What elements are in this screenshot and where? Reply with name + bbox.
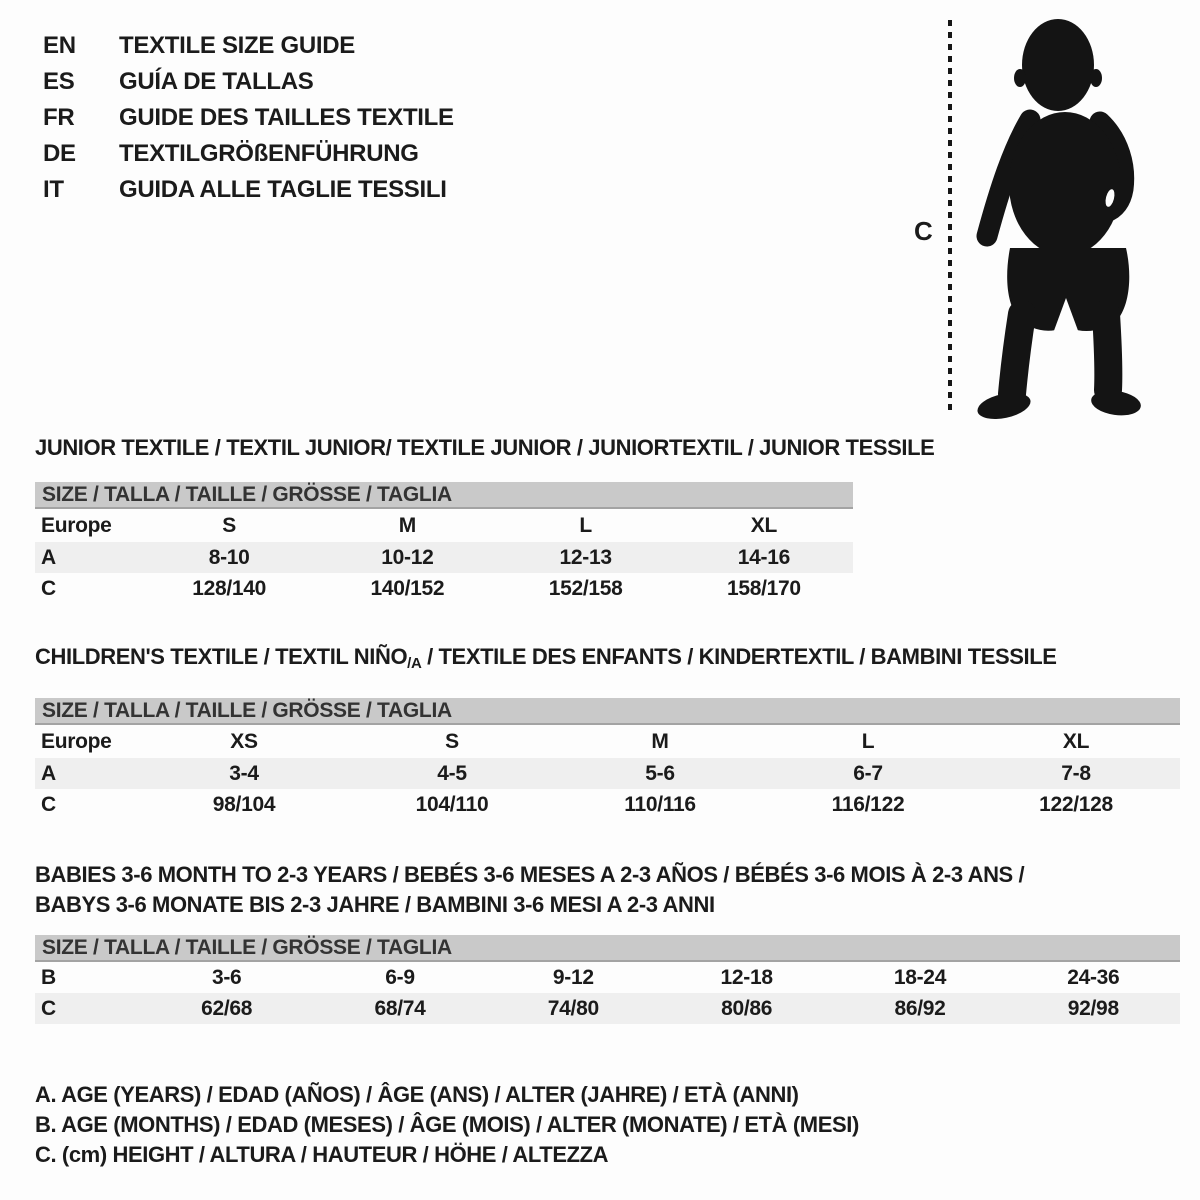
row-label: C xyxy=(41,576,56,600)
height-cell: 140/152 xyxy=(370,576,445,600)
height-cell: 92/98 xyxy=(1067,996,1119,1020)
size-cell: M xyxy=(398,513,416,537)
children-section-title xyxy=(35,645,1180,676)
height-cell: 68/74 xyxy=(374,996,426,1020)
language-row-it xyxy=(43,172,454,208)
children-row-europe xyxy=(35,725,1180,758)
height-cell: 158/170 xyxy=(726,576,801,600)
size-cell: S xyxy=(445,729,459,753)
junior-size-table xyxy=(35,482,853,604)
children-row-height xyxy=(35,789,1180,820)
guide-title-en: TEXTILE SIZE GUIDE xyxy=(119,32,355,59)
height-measure-label: C xyxy=(914,216,933,246)
junior-size-header-bar: SIZE / TALLA / TAILLE / GRÖSSE / TAGLIA xyxy=(35,482,853,509)
height-cell: 116/122 xyxy=(831,792,905,816)
height-cell: 62/68 xyxy=(201,996,253,1020)
guide-title-de: TEXTILGRÖßENFÜHRUNG xyxy=(119,140,419,167)
size-cell: M xyxy=(651,729,669,753)
months-cell: 9-12 xyxy=(552,965,594,989)
language-row-de xyxy=(43,136,454,172)
legend xyxy=(35,1080,1200,1170)
months-cell: 12-18 xyxy=(720,965,773,989)
months-cell: 18-24 xyxy=(893,965,947,989)
age-cell: 3-4 xyxy=(229,761,259,785)
size-cell: XS xyxy=(230,729,258,753)
row-label: Europe xyxy=(41,513,112,537)
height-cell: 104/110 xyxy=(415,792,489,816)
babies-size-table xyxy=(35,935,1180,1024)
row-label: A xyxy=(41,761,56,785)
babies-section-title xyxy=(35,860,1180,920)
row-label: A xyxy=(41,545,56,569)
children-title-pre: CHILDREN'S TEXTILE / TEXTIL NIÑO xyxy=(35,644,408,669)
babies-title-line2: BABYS 3-6 MONATE BIS 2-3 JAHRE / BAMBINI 3-6 MESI A 2-3 ANNI xyxy=(35,892,715,917)
size-tables xyxy=(35,436,1180,1024)
babies-size-header-bar: SIZE / TALLA / TAILLE / GRÖSSE / TAGLIA xyxy=(35,935,1180,962)
age-cell: 7-8 xyxy=(1061,761,1091,785)
age-cell: 6-7 xyxy=(853,761,883,785)
size-cell: L xyxy=(579,513,592,537)
toddler-silhouette xyxy=(972,16,1144,420)
age-cell: 12-13 xyxy=(559,545,612,569)
language-code: ES xyxy=(43,68,75,95)
age-cell: 5-6 xyxy=(645,761,675,785)
row-label: C xyxy=(41,792,56,816)
guide-title-es: GUÍA DE TALLAS xyxy=(119,68,314,95)
junior-row-age xyxy=(35,542,853,573)
size-cell: S xyxy=(222,513,236,537)
language-row-fr xyxy=(43,100,454,136)
babies-row-height xyxy=(35,993,1180,1024)
babies-row-months xyxy=(35,962,1180,993)
row-label: B xyxy=(41,965,56,989)
height-cell: 86/92 xyxy=(894,996,946,1020)
size-cell: XL xyxy=(1062,729,1090,753)
height-cell: 152/158 xyxy=(548,576,623,600)
height-cell: 122/128 xyxy=(1039,792,1113,816)
language-code: EN xyxy=(43,32,76,59)
language-row-es xyxy=(43,64,454,100)
height-cell: 74/80 xyxy=(547,996,599,1020)
header xyxy=(0,0,1200,430)
section-junior-textile xyxy=(35,436,1180,604)
size-cell: XL xyxy=(750,513,777,537)
months-cell: 6-9 xyxy=(385,965,415,989)
row-label: C xyxy=(41,996,56,1020)
months-cell: 3-6 xyxy=(211,965,242,989)
height-cell: 128/140 xyxy=(192,576,267,600)
height-cell: 80/86 xyxy=(721,996,773,1020)
legend-age-years: A. AGE (YEARS) / EDAD (AÑOS) / ÂGE (ANS) / ALTER (JAHRE) / ETÀ (ANNI) xyxy=(35,1082,799,1107)
months-cell: 24-36 xyxy=(1067,965,1120,989)
row-label: Europe xyxy=(41,729,112,753)
language-row-en xyxy=(43,28,454,64)
language-code: DE xyxy=(43,140,76,167)
junior-row-height xyxy=(35,573,853,604)
babies-title-line1: BABIES 3-6 MONTH TO 2-3 YEARS / BEBÉS 3-6 MESES A 2-3 AÑOS / BÉBÉS 3-6 MOIS À 2-3 ANS / xyxy=(35,862,1025,887)
children-row-age xyxy=(35,758,1180,789)
age-cell: 4-5 xyxy=(437,761,467,785)
age-cell: 8-10 xyxy=(208,545,250,569)
children-title-post: / TEXTILE DES ENFANTS / KINDERTEXTIL / BAMBINI TESSILE xyxy=(421,644,1057,669)
junior-row-europe xyxy=(35,509,853,542)
height-cell: 110/116 xyxy=(624,792,696,816)
guide-title-it: GUIDA ALLE TAGLIE TESSILI xyxy=(119,176,447,203)
language-code: FR xyxy=(43,104,75,131)
age-cell: 14-16 xyxy=(737,545,790,569)
children-size-header-bar: SIZE / TALLA / TAILLE / GRÖSSE / TAGLIA xyxy=(35,698,1180,725)
age-cell: 10-12 xyxy=(381,545,434,569)
legend-age-months: B. AGE (MONTHS) / EDAD (MESES) / ÂGE (MOIS) / ALTER (MONATE) / ETÀ (MESI) xyxy=(35,1112,859,1137)
language-title-list xyxy=(43,28,454,208)
section-babies-textile xyxy=(35,860,1180,1024)
height-measure-dashed-line xyxy=(948,20,952,416)
junior-section-title: JUNIOR TEXTILE / TEXTIL JUNIOR/ TEXTILE JUNIOR / JUNIORTEXTIL / JUNIOR TESSILE xyxy=(35,435,935,460)
legend-height-cm: C. (cm) HEIGHT / ALTURA / HAUTEUR / HÖHE / ALTEZZA xyxy=(35,1142,609,1167)
section-childrens-textile xyxy=(35,645,1180,820)
size-cell: L xyxy=(861,729,875,753)
children-title-subscript: /A xyxy=(407,655,422,672)
guide-title-fr: GUIDE DES TAILLES TEXTILE xyxy=(119,104,454,131)
children-size-table xyxy=(35,698,1180,820)
language-code: IT xyxy=(43,176,64,203)
height-cell: 98/104 xyxy=(212,792,276,816)
